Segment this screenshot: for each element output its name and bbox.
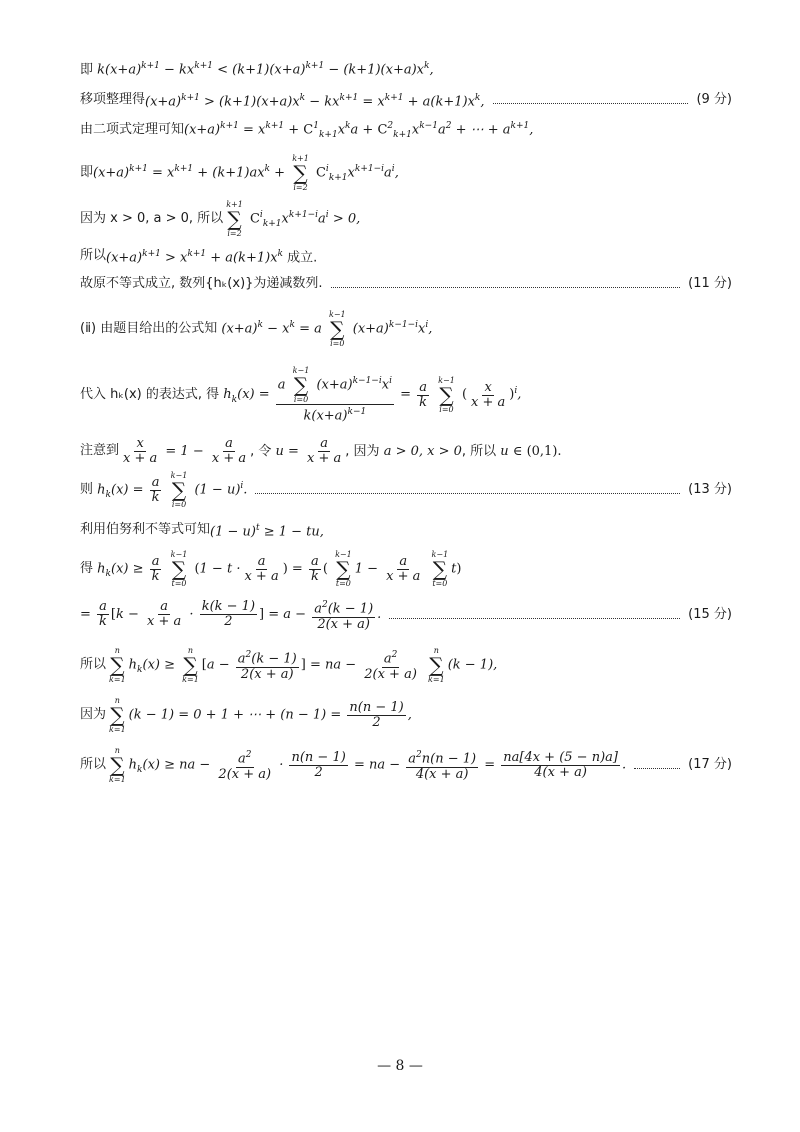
text: 利用伯努利不等式可知: [80, 522, 211, 538]
formula: $(x+a)^k - x^k = a$ k−1 ∑ i=0 $(x+a)^{k-1-i}x^i$,: [217, 310, 433, 348]
summation: k+1 ∑ i=2: [226, 200, 243, 238]
line-1: [80, 58, 732, 78]
formula: $h_k(x)$ ≥ $\frac{a}{k}$ k−1 ∑ t=0 (1 − t · $\frac{a}{x + a}$ ) = $\frac{a}{k}$ ( k−1 ∑ t=0 1 − $\frac{a}{x + a}$ k−1 ∑ t=0 t): [93, 550, 462, 588]
fraction: a k−1 ∑ i=0 $(x+a)^{k-1-i}x^i$ $k(x+a)^{k-1}$: [277, 366, 392, 424]
text: 因为 x > 0, a > 0, 所以: [80, 211, 224, 226]
formula: $(x+a)^{k+1} = x^{k+1} + (k+1)ax^k$ + k+1 ∑ i=2 $C^i_{k+1}x^{k+1-i}a^i$,: [93, 154, 399, 192]
summation: k+1 ∑ i=2: [292, 154, 309, 192]
dot-leader: [634, 762, 680, 769]
page-number: — 8 —: [377, 1058, 423, 1074]
fraction: $\frac{a}{k}$: [419, 379, 428, 410]
text: 故原不等式成立, 数列{hₖ(x)}为递减数列.: [80, 276, 323, 291]
formula: 即 $k(x+a)^{k+1} - kx^{k+1} < (k+1)(x+a)^{k+1} - (k+1)(x+a)x^k$,: [80, 61, 434, 78]
text: 因为: [80, 707, 107, 722]
text: 所以: [80, 248, 107, 264]
line-4: [80, 154, 732, 192]
formula: k+1 ∑ i=2 $C^i_{k+1}x^{k+1-i}a^i > 0$,: [226, 200, 361, 238]
text: 代入 hₖ(x) 的表达式, 得: [80, 387, 220, 402]
line-14: [80, 598, 732, 632]
formula: n ∑ k=1 (k − 1) = 0 + 1 + ⋯ + (n − 1) = $\frac{n(n - 1)}{2}$ ,: [109, 696, 412, 734]
formula: $h_k(x)$ = a k−1 ∑ i=0 $(x+a)^{k-1-i}x^i$ $k(x+a)^{k-1}$ = $\frac{a}{k}$ k−1 ∑ i=0 ( $\frac{x}{x + a}$ )$^i$,: [219, 366, 522, 424]
formula: n ∑ k=1 $h_k(x)$ ≥ na − $\frac{a^2}{2(x + a)}$ · $\frac{n(n - 1)}{2}$ = na − $\frac{a^2n(n - 1)}{4(x + a)}$ = $\frac{na[4x + (5 - n)a]}{4(x + a)}$ .: [109, 746, 627, 784]
line-2: [80, 90, 732, 110]
formula: $h_k(x)$ = $\frac{a}{k}$ k−1 ∑ i=0 $(1 - u)^i$.: [93, 471, 248, 509]
formula: $(x+a)^{k+1} > x^{k+1} + a(k+1)x^k$ 成立.: [106, 249, 318, 266]
line-3: [80, 118, 732, 143]
line-7: [80, 276, 732, 292]
text: 所以: [80, 657, 107, 672]
formula: = $\frac{a}{k}$ [k − $\frac{a}{x + a}$ · $\frac{k(k - 1)}{2}$ ] = a − $\frac{a^2(k - 1)}{2(x + a)}$ .: [80, 599, 382, 632]
text: (ⅱ) 由题目给出的公式知: [80, 321, 218, 336]
score-label: (9 分): [696, 92, 732, 108]
summation: k−1 ∑ i=0: [438, 376, 455, 414]
formula: $(x+a)^{k+1} = x^{k+1} + C^1_{k+1}x^ka + C^2_{k+1}x^{k-1}a^2$ + ⋯ + $a^{k+1}$,: [184, 121, 534, 140]
summation: k−1 ∑ i=0: [328, 310, 346, 348]
line-16: [80, 698, 732, 732]
dot-leader: [255, 487, 680, 494]
formula: n ∑ k=1 $h_k(x)$ ≥ n ∑ k=1 [a − $\frac{a^2(k - 1)}{2(x + a)}$ ] = na − $\frac{a^2}{2(x + a)}$ n ∑ k=1 (k − 1),: [109, 646, 498, 684]
score-label: (13 分): [688, 482, 732, 497]
score-label: (11 分): [688, 276, 732, 291]
formula: $\frac{x}{x + a}$ = 1 − $\frac{a}{x + a}$ , 令 u = $\frac{a}{x + a}$ , 因为 a > 0, x > 0, 所以 u ∈ (0,1).: [123, 435, 562, 466]
score-label: (17 分): [688, 757, 732, 772]
formula: $(x+a)^{k+1} > (k+1)(x+a)x^k - kx^{k+1} = x^{k+1} + a(k+1)x^k$,: [145, 93, 485, 110]
text: 移项整理得: [80, 92, 146, 108]
text: 所以: [80, 757, 107, 772]
line-6: [80, 246, 732, 266]
text: 则: [80, 482, 94, 497]
text: 即: [80, 165, 94, 180]
score-label: (15 分): [688, 607, 732, 622]
line-13: [80, 552, 732, 586]
formula: $(1 - u)^t \ge 1$ − tu,: [210, 523, 324, 540]
line-15: [80, 648, 732, 682]
line-9: [80, 368, 732, 422]
dot-leader: [389, 612, 680, 619]
line-10: [80, 434, 732, 468]
dot-leader: [331, 281, 681, 288]
text: 由二项式定理可知: [80, 122, 185, 138]
text: 注意到: [80, 443, 120, 458]
line-17: [80, 748, 732, 782]
dot-leader: [493, 97, 689, 104]
line-5: [80, 200, 732, 238]
line-11: [80, 471, 732, 509]
line-12: [80, 520, 732, 540]
text: 得: [80, 561, 94, 576]
line-8: [80, 310, 732, 348]
